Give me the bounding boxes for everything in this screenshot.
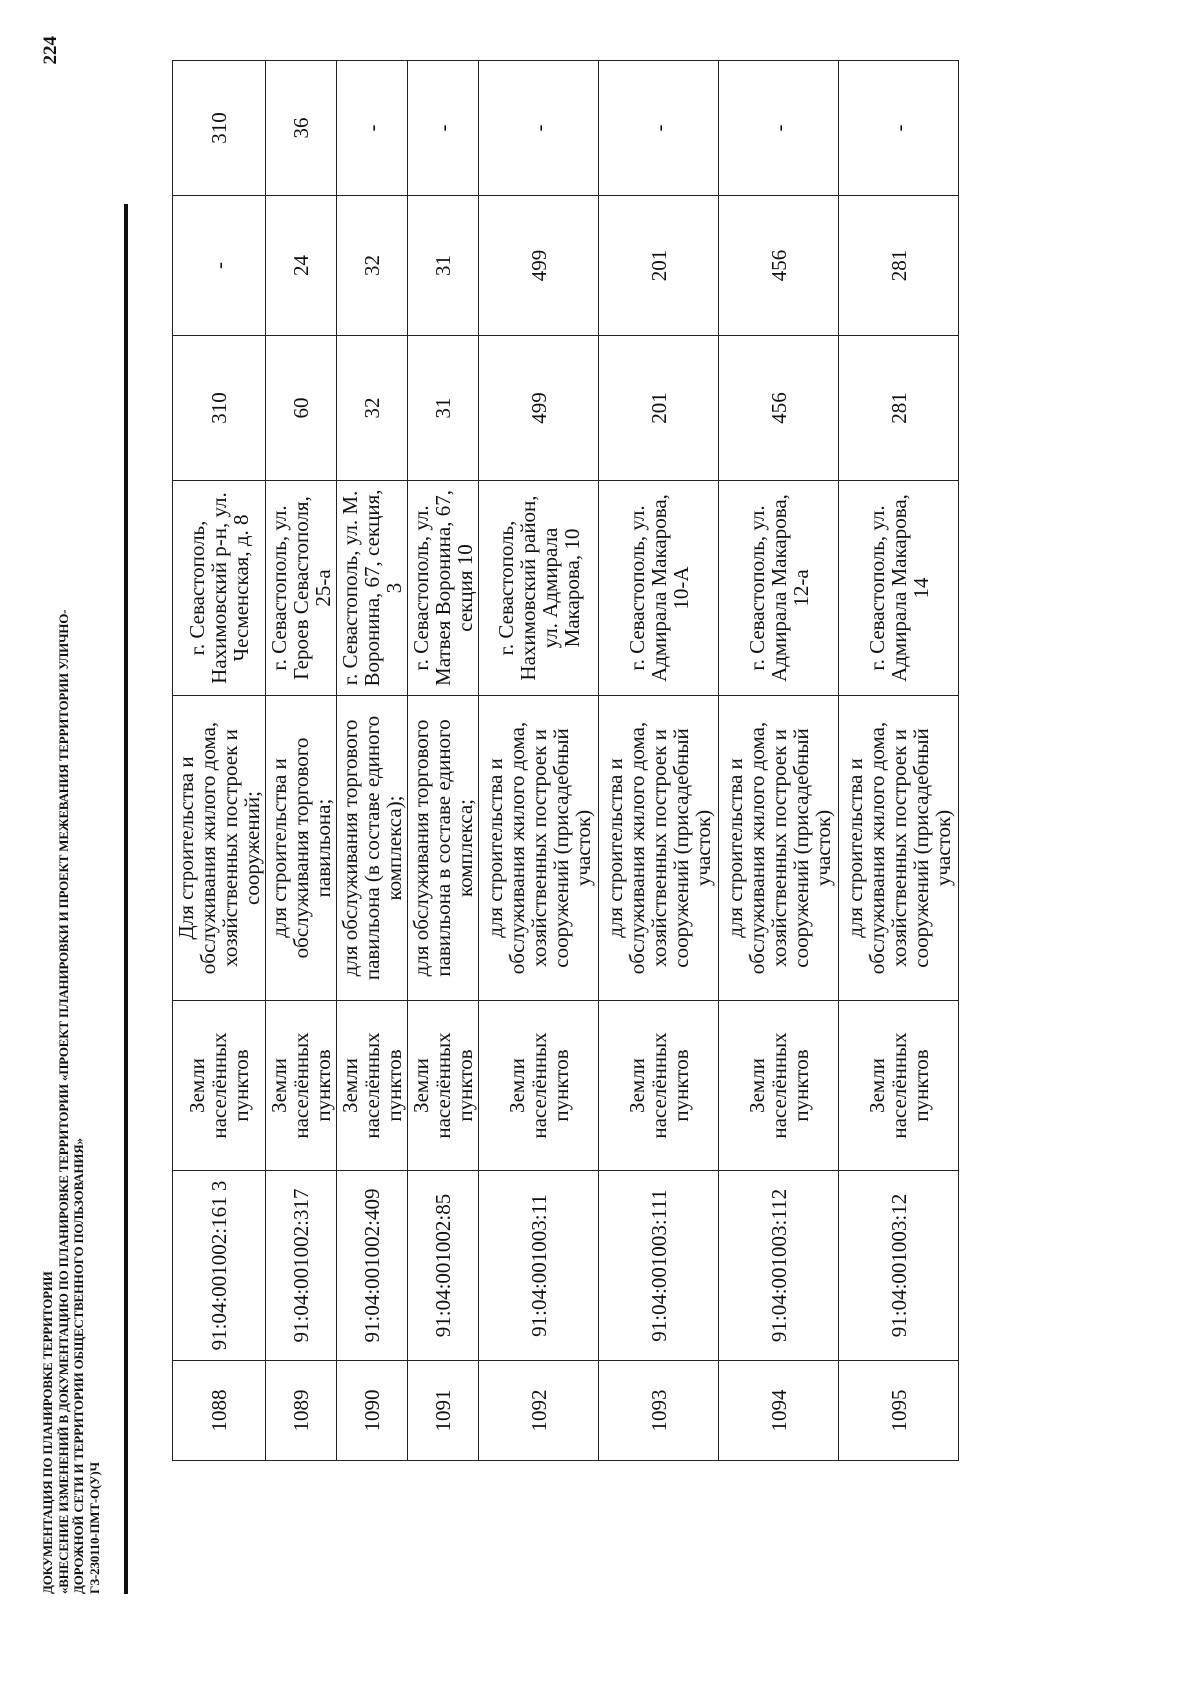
rotated-page [40, 36, 1120, 1656]
area-value-a: 31 [408, 196, 479, 336]
plot-area: 201 [599, 336, 719, 481]
area-value-b: 310 [173, 61, 266, 196]
permitted-use: Для строительства и обслуживания жилого дома, хозяйственных построек и сооружений; [173, 696, 266, 1001]
header-line-2: «ВНЕСЕНИЕ ИЗМЕНЕНИЙ В ДОКУМЕНТАЦИЮ ПО ПЛАНИРОВКЕ ТЕРРИТОРИИ «ПРОЕКТ ПЛАНИРОВКИ И ПРОЕКТ МЕЖЕВАНИЯ ТЕРРИТОРИИ УЛИЧНО- [55, 609, 71, 1594]
land-category: Земли населённых пунктов [479, 1001, 599, 1171]
land-category: Земли населённых пунктов [719, 1001, 839, 1171]
row-number: 1092 [479, 1361, 599, 1461]
permitted-use: для строительства и обслуживания жилого дома, хозяйственных построек и сооружений (присадебный участок) [479, 696, 599, 1001]
plot-address: г. Севастополь, ул. Адмирала Макарова, 10-А [599, 481, 719, 696]
header-line-1: ДОКУМЕНТАЦИЯ ПО ПЛАНИРОВКЕ ТЕРРИТОРИИ [40, 1271, 55, 1594]
area-value-b: - [408, 61, 479, 196]
area-value-a: 281 [839, 196, 959, 336]
cadastral-number: 91:04:001002:85 [408, 1171, 479, 1361]
row-number: 1093 [599, 1361, 719, 1461]
area-value-a: 201 [599, 196, 719, 336]
table-row [173, 61, 266, 1461]
cadastral-number: 91:04:001003:112 [719, 1171, 839, 1361]
page-number: 224 [40, 36, 61, 65]
cadastral-number: 91:04:001002:409 [337, 1171, 408, 1361]
table-row [719, 61, 839, 1461]
permitted-use: для строительства и обслуживания торгового павильона; [266, 696, 337, 1001]
row-number: 1095 [839, 1361, 959, 1461]
land-category: Земли населённых пунктов [173, 1001, 266, 1171]
table-row [479, 61, 599, 1461]
row-number: 1088 [173, 1361, 266, 1461]
area-value-b: - [599, 61, 719, 196]
row-number: 1094 [719, 1361, 839, 1461]
permitted-use: для строительства и обслуживания жилого дома, хозяйственных построек и сооружений (присадебный участок) [839, 696, 959, 1001]
area-value-a: 456 [719, 196, 839, 336]
permitted-use: для строительства и обслуживания жилого дома, хозяйственных построек и сооружений (присадебный участок) [719, 696, 839, 1001]
row-number: 1090 [337, 1361, 408, 1461]
plot-address: г. Севастополь, ул. М. Воронина, 67, секция, 3 [337, 481, 408, 696]
area-value-a: 32 [337, 196, 408, 336]
plot-area: 32 [337, 336, 408, 481]
cadastral-number: 91:04:001003:12 [839, 1171, 959, 1361]
plot-address: г. Севастополь, Нахимовский район, ул. Адмирала Макарова, 10 [479, 481, 599, 696]
table-row [266, 61, 337, 1461]
row-number: 1091 [408, 1361, 479, 1461]
land-category: Земли населённых пунктов [337, 1001, 408, 1171]
document-header [40, 494, 102, 1594]
cadastral-number: 91:04:001003:111 [599, 1171, 719, 1361]
header-divider [124, 204, 128, 1594]
land-plots-table [172, 60, 959, 1461]
header-line-3: ДОРОЖНОЙ СЕТИ И ТЕРРИТОРИИ ОБЩЕСТВЕННОГО ПОЛЬЗОВАНИЯ» [71, 1138, 86, 1594]
row-number: 1089 [266, 1361, 337, 1461]
cadastral-number: 91:04:001002:317 [266, 1171, 337, 1361]
area-value-b: - [839, 61, 959, 196]
cadastral-number: 91:04:001003:11 [479, 1171, 599, 1361]
plot-address: г. Севастополь, ул. Героев Севастополя, 25-а [266, 481, 337, 696]
land-category: Земли населённых пунктов [266, 1001, 337, 1171]
plot-area: 31 [408, 336, 479, 481]
plot-area: 281 [839, 336, 959, 481]
area-value-b: - [479, 61, 599, 196]
plot-area: 456 [719, 336, 839, 481]
area-value-b: 36 [266, 61, 337, 196]
plot-area: 60 [266, 336, 337, 481]
header-line-4: ГЗ-230110-ПМТ-О(У)Ч [86, 1462, 102, 1594]
area-value-b: - [719, 61, 839, 196]
plot-area: 310 [173, 336, 266, 481]
area-value-a: - [173, 196, 266, 336]
land-category: Земли населённых пунктов [408, 1001, 479, 1171]
cadastral-number: 91:04:001002:161 3 [173, 1171, 266, 1361]
table-row [337, 61, 408, 1461]
area-value-a: 24 [266, 196, 337, 336]
plot-area: 499 [479, 336, 599, 481]
permitted-use: для строительства и обслуживания жилого дома, хозяйственных построек и сооружений (присадебный участок) [599, 696, 719, 1001]
plot-address: г. Севастополь, ул. Адмирала Макарова, 12-а [719, 481, 839, 696]
plot-address: г. Севастополь, ул. Матвея Воронина, 67, секция 10 [408, 481, 479, 696]
table-row [839, 61, 959, 1461]
table-row [599, 61, 719, 1461]
permitted-use: для обслуживания торгового павильона (в составе единого комплекса); [337, 696, 408, 1001]
permitted-use: для обслуживания торгового павильона в составе единого комплекса; [408, 696, 479, 1001]
land-category: Земли населённых пунктов [839, 1001, 959, 1171]
plot-address: г. Севастополь, Нахимовский р-н, ул. Чесменская, д. 8 [173, 481, 266, 696]
land-category: Земли населённых пунктов [599, 1001, 719, 1171]
table-row [408, 61, 479, 1461]
area-value-b: - [337, 61, 408, 196]
plot-address: г. Севастополь, ул. Адмирала Макарова, 14 [839, 481, 959, 696]
area-value-a: 499 [479, 196, 599, 336]
